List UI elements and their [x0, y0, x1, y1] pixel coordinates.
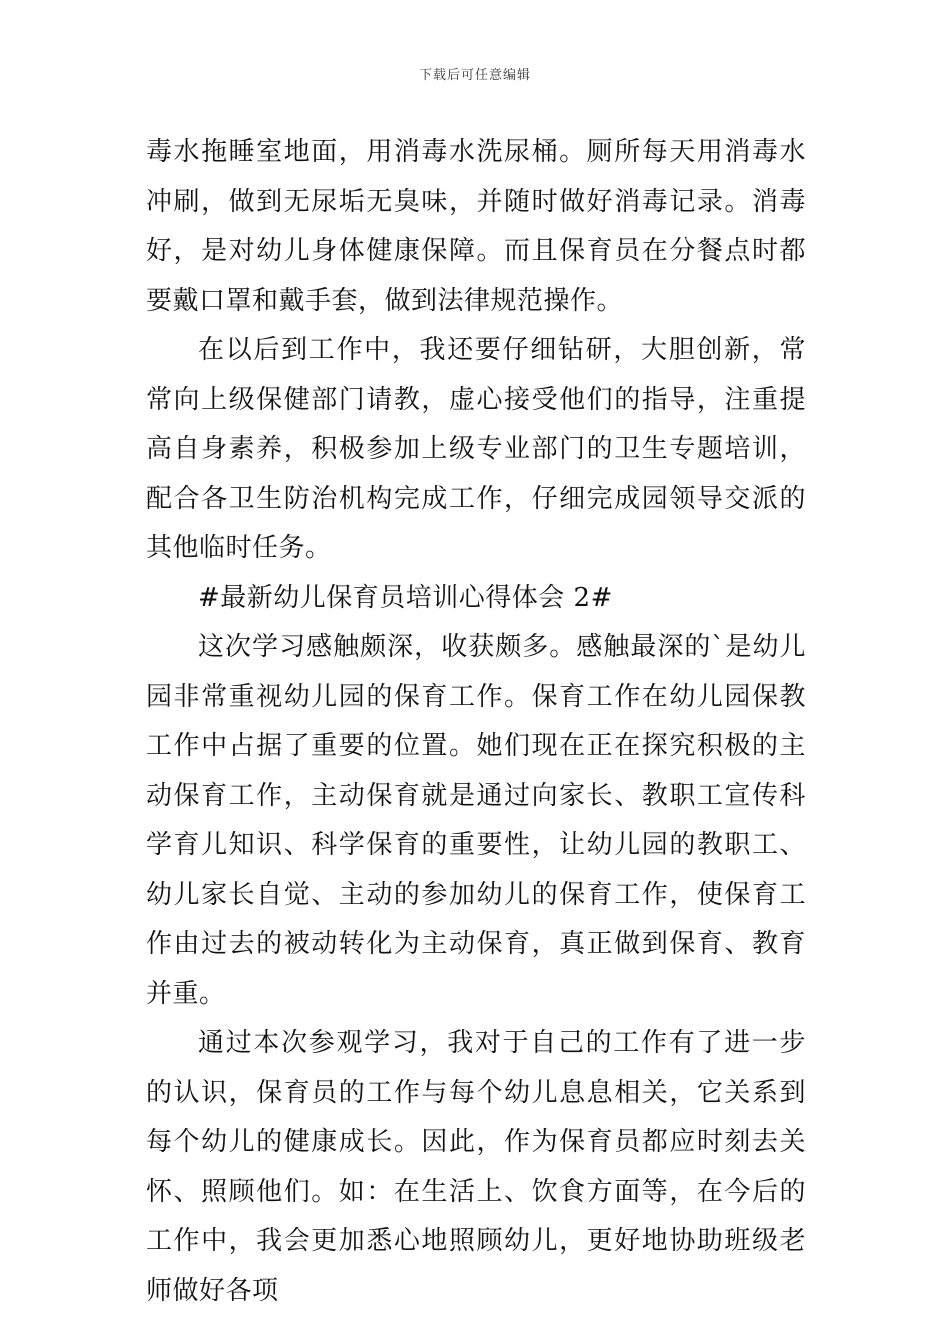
- page-header-note: 下载后可任意编辑: [418, 68, 531, 83]
- document-body: [146, 128, 806, 1316]
- section-heading: #最新幼儿保育员培训心得体会 2#: [198, 582, 613, 613]
- paragraph-study-impressions: 这次学习感触颇深，收获颇多。感触最深的`是幼儿园非常重视幼儿园的保育工作。保育工作在幼儿园保教工作中占据了重要的位置。她们现在正在探究积极的主动保育工作，主动保育就是通过向家长、教职工宣传科学育儿知识、科学保育的重要性，让幼儿园的教职工、幼儿家长自觉、主动的参加幼儿的保育工作，使保育工作由过去的被动转化为主动保育，真正做到保育、教育并重。: [146, 632, 806, 1009]
- paragraph-future-work: 在以后到工作中，我还要仔细钻研，大胆创新，常常向上级保健部门请教，虚心接受他们的指导，注重提高自身素养，积极参加上级专业部门的卫生专题培训，配合各卫生防治机构完成工作，仔细完成园领导交派的其他临时任务。: [146, 335, 806, 563]
- paragraph-continued: 毒水拖睡室地面，用消毒水洗尿桶。厕所每天用消毒水冲刷，做到无尿垢无臭味，并随时做好消毒记录。消毒好，是对幼儿身体健康保障。而且保育员在分餐点时都要戴口罩和戴手套，做到法律规范操作。: [146, 137, 806, 316]
- paragraph-visit-reflection: 通过本次参观学习，我对于自己的工作有了进一步的认识，保育员的工作与每个幼儿息息相关，它关系到每个幼儿的健康成长。因此，作为保育员都应时刻去关怀、照顾他们。如：在生活上、饮食方面等，在今后的工作中，我会更加悉心地照顾幼儿，更好地协助班级老师做好各项: [146, 1028, 806, 1306]
